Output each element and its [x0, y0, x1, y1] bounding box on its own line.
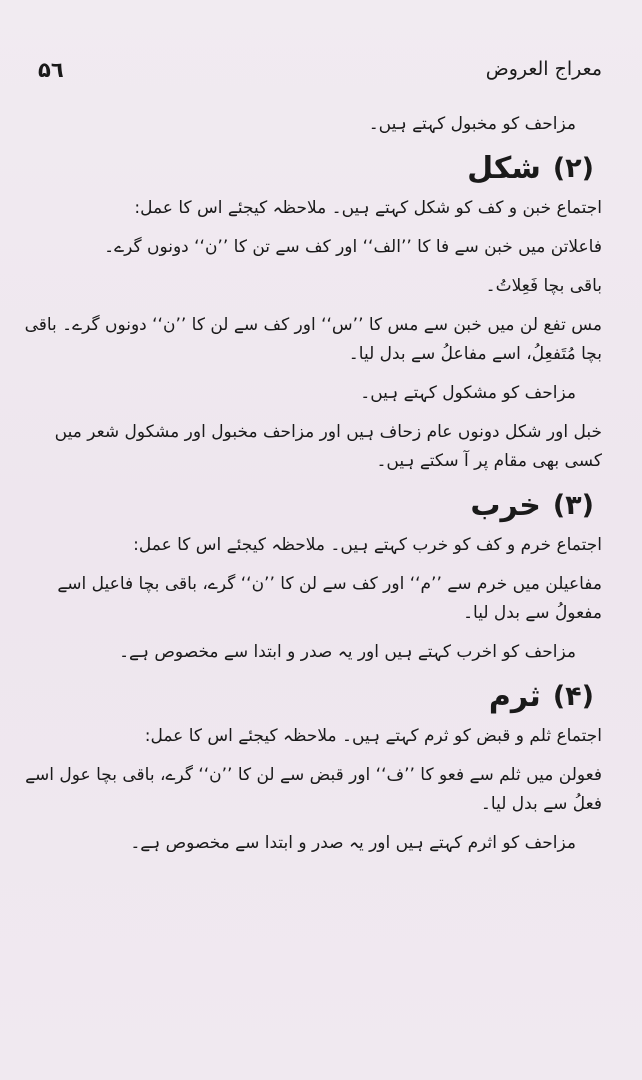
paragraph: مزاحف کو اخرب کہتے ہیں اور یہ صدر و ابتدا سے مخصوص ہے۔: [119, 642, 576, 662]
paragraph: اجتماع خرم و کف کو خرب کہتے ہیں۔ ملاحظہ کیجئے اس کا عمل:: [133, 535, 602, 555]
paragraph: مفاعیلن میں خرم سے ’’م‘‘ اور کف سے لن کا ’’ن‘‘ گرے، باقی بچا فاعیل اسے مفعولُ سے بدل لیا۔: [57, 574, 602, 623]
paragraph: مس تفع لن میں خبن سے مس کا ’’س‘‘ اور کف سے لن کا ’’ن‘‘ دونوں گرے۔ باقی بچا مُتَفعِلُ، اسے مفاعلُ سے بدل لیا۔: [24, 315, 602, 364]
paragraph: مزاحف کو مشکول کہتے ہیں۔: [360, 383, 576, 403]
section-heading-kharb: [22, 488, 602, 523]
paragraph: اجتماع خبن و کف کو شکل کہتے ہیں۔ ملاحظہ کیجئے اس کا عمل:: [134, 198, 602, 218]
section-heading-tharm: [22, 679, 602, 714]
section-title: خرب: [470, 488, 541, 523]
paragraph: فعولن میں ثلم سے فعو کا ’’ف‘‘ اور قبض سے لن کا ’’ن‘‘ گرے، باقی بچا عول اسے فعلُ سے بدل لیا۔: [25, 765, 602, 814]
paragraph: خبل اور شکل دونوں عام زحاف ہیں اور مزاحف مخبول اور مشکول شعر میں کسی بھی مقام پر آ سکتے ہیں۔: [54, 422, 602, 471]
section-title: شکل: [467, 151, 541, 186]
page-number: ۵٦: [38, 58, 64, 82]
section-number: (۳): [552, 490, 594, 521]
intro-line: مزاحف کو مخبول کہتے ہیں۔: [368, 114, 576, 134]
running-title: معراج العروض: [485, 58, 602, 80]
page-header: [38, 58, 602, 94]
page-content: [22, 110, 602, 868]
paragraph: باقی بچا فَعِلاتُ۔: [485, 276, 602, 296]
section-number: (۲): [552, 153, 594, 184]
section-title: ثرم: [488, 679, 541, 714]
paragraph: اجتماع ثلم و قبض کو ثرم کہتے ہیں۔ ملاحظہ کیجئے اس کا عمل:: [144, 726, 602, 746]
paragraph: فاعلاتن میں خبن سے فا کا ’’الف‘‘ اور کف سے تن کا ’’ن‘‘ دونوں گرے۔: [104, 237, 602, 257]
paragraph: مزاحف کو اثرم کہتے ہیں اور یہ صدر و ابتدا سے مخصوص ہے۔: [130, 833, 576, 853]
section-number: (۴): [552, 681, 594, 712]
section-heading-shakl: [22, 151, 602, 186]
